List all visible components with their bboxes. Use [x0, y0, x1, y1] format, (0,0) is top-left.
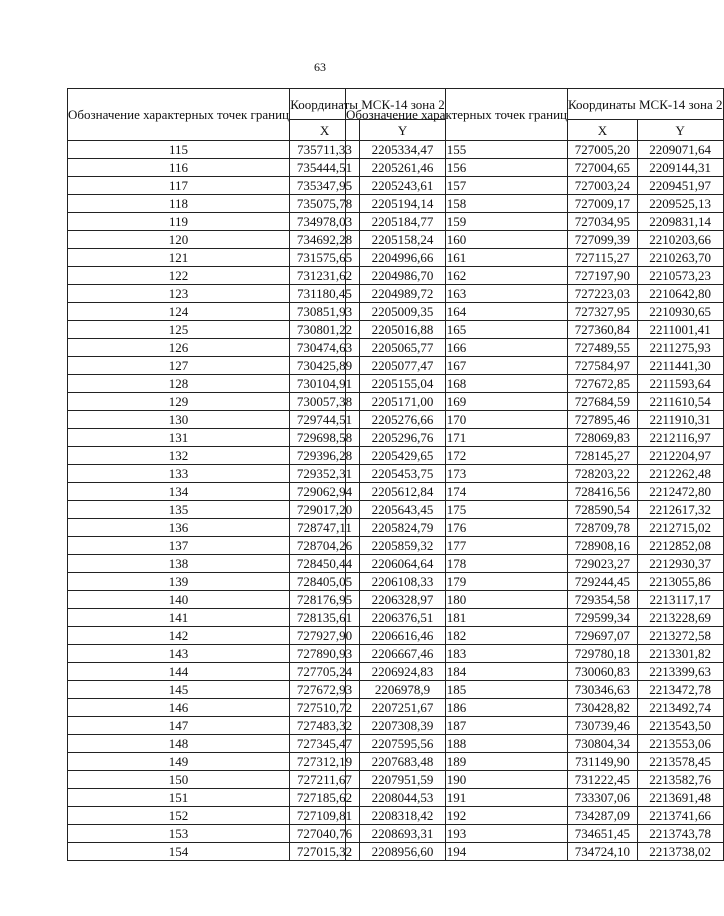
x-coordinate-cell: 727327,95: [568, 303, 638, 321]
point-id-cell: 134: [68, 483, 290, 501]
table-row: [346, 483, 724, 501]
y-coordinate-cell: 2206376,51: [360, 609, 446, 627]
x-coordinate-cell: 730346,63: [568, 681, 638, 699]
y-coordinate-cell: 2213399,63: [637, 663, 723, 681]
x-coordinate-cell: 734724,10: [568, 843, 638, 861]
x-coordinate-cell: 727927,90: [290, 627, 360, 645]
point-id-cell: 161: [346, 249, 568, 267]
x-coordinate-cell: 728135,61: [290, 609, 360, 627]
table-row: [346, 807, 724, 825]
x-coordinate-cell: 727483,32: [290, 717, 360, 735]
x-coordinate-cell: 735444,51: [290, 159, 360, 177]
x-coordinate-cell: 729352,31: [290, 465, 360, 483]
point-designation-header: Обозначение характерных точек границ: [346, 89, 568, 141]
point-id-cell: 147: [68, 717, 290, 735]
x-coordinate-cell: 734287,09: [568, 807, 638, 825]
x-coordinate-cell: 727197,90: [568, 267, 638, 285]
y-coordinate-cell: 2208956,60: [360, 843, 446, 861]
y-coordinate-cell: 2207251,67: [360, 699, 446, 717]
y-coordinate-cell: 2205261,46: [360, 159, 446, 177]
point-id-cell: 183: [346, 645, 568, 663]
x-coordinate-cell: 729244,45: [568, 573, 638, 591]
x-coordinate-cell: 727312,19: [290, 753, 360, 771]
table-row: [346, 285, 724, 303]
x-coordinate-cell: 728709,78: [568, 519, 638, 537]
y-coordinate-cell: 2210642,80: [637, 285, 723, 303]
y-coordinate-cell: 2212204,97: [637, 447, 723, 465]
point-id-cell: 162: [346, 267, 568, 285]
x-coordinate-cell: 728405,05: [290, 573, 360, 591]
point-id-cell: 151: [68, 789, 290, 807]
y-coordinate-cell: 2213743,78: [637, 825, 723, 843]
table-row: [346, 177, 724, 195]
y-coordinate-cell: 2212852,08: [637, 537, 723, 555]
x-coordinate-cell: 727684,59: [568, 393, 638, 411]
point-id-cell: 128: [68, 375, 290, 393]
x-coordinate-cell: 730801,22: [290, 321, 360, 339]
x-coordinate-cell: 735347,95: [290, 177, 360, 195]
table-row: [346, 159, 724, 177]
x-coordinate-cell: 730804,34: [568, 735, 638, 753]
y-coordinate-cell: 2213543,50: [637, 717, 723, 735]
point-id-cell: 181: [346, 609, 568, 627]
table-row: [346, 735, 724, 753]
table-row: [346, 375, 724, 393]
x-coordinate-cell: 728176,95: [290, 591, 360, 609]
point-id-cell: 126: [68, 339, 290, 357]
point-id-cell: 191: [346, 789, 568, 807]
point-id-cell: 144: [68, 663, 290, 681]
y-coordinate-cell: 2206924,83: [360, 663, 446, 681]
y-coordinate-cell: 2204996,66: [360, 249, 446, 267]
y-coordinate-cell: 2210573,23: [637, 267, 723, 285]
y-coordinate-cell: 2213582,76: [637, 771, 723, 789]
x-coordinate-cell: 727895,46: [568, 411, 638, 429]
point-id-cell: 192: [346, 807, 568, 825]
table-row: [346, 699, 724, 717]
y-coordinate-cell: 2213055,86: [637, 573, 723, 591]
point-id-cell: 141: [68, 609, 290, 627]
y-coordinate-cell: 2211001,41: [637, 321, 723, 339]
x-coordinate-cell: 731180,45: [290, 285, 360, 303]
point-id-cell: 171: [346, 429, 568, 447]
y-column-header: Y: [637, 120, 723, 141]
y-coordinate-cell: 2212617,32: [637, 501, 723, 519]
y-coordinate-cell: 2209525,13: [637, 195, 723, 213]
point-id-cell: 131: [68, 429, 290, 447]
point-id-cell: 142: [68, 627, 290, 645]
y-coordinate-cell: 2207308,39: [360, 717, 446, 735]
y-coordinate-cell: 2205016,88: [360, 321, 446, 339]
point-id-cell: 178: [346, 555, 568, 573]
y-coordinate-cell: 2204989,72: [360, 285, 446, 303]
coordinates-system-header: Координаты МСК-14 зона 2: [290, 89, 446, 120]
y-coordinate-cell: 2205065,77: [360, 339, 446, 357]
x-coordinate-cell: 727211,67: [290, 771, 360, 789]
table-row: [346, 447, 724, 465]
x-coordinate-cell: 727584,97: [568, 357, 638, 375]
table-row: [346, 627, 724, 645]
x-coordinate-cell: 727223,03: [568, 285, 638, 303]
point-id-cell: 187: [346, 717, 568, 735]
y-coordinate-cell: 2205194,14: [360, 195, 446, 213]
point-id-cell: 149: [68, 753, 290, 771]
x-coordinate-cell: 728704,26: [290, 537, 360, 555]
y-coordinate-cell: 2205171,00: [360, 393, 446, 411]
x-coordinate-cell: 727004,65: [568, 159, 638, 177]
point-id-cell: 185: [346, 681, 568, 699]
y-coordinate-cell: 2210930,65: [637, 303, 723, 321]
y-coordinate-cell: 2212116,97: [637, 429, 723, 447]
y-coordinate-cell: 2205453,75: [360, 465, 446, 483]
point-id-cell: 156: [346, 159, 568, 177]
x-coordinate-cell: 727672,85: [568, 375, 638, 393]
point-id-cell: 164: [346, 303, 568, 321]
point-id-cell: 158: [346, 195, 568, 213]
x-coordinate-cell: 729017,20: [290, 501, 360, 519]
point-id-cell: 123: [68, 285, 290, 303]
point-id-cell: 189: [346, 753, 568, 771]
y-coordinate-cell: 2205334,47: [360, 141, 446, 159]
point-id-cell: 154: [68, 843, 290, 861]
x-coordinate-cell: 729697,07: [568, 627, 638, 645]
y-coordinate-cell: 2209451,97: [637, 177, 723, 195]
table-row: [346, 357, 724, 375]
table-row: [346, 555, 724, 573]
table-row: [346, 393, 724, 411]
x-coordinate-cell: 727005,20: [568, 141, 638, 159]
table-row: [346, 645, 724, 663]
x-coordinate-cell: 729780,18: [568, 645, 638, 663]
x-coordinate-cell: 733307,06: [568, 789, 638, 807]
table-row: [346, 843, 724, 861]
table-row: [346, 825, 724, 843]
x-coordinate-cell: 729062,94: [290, 483, 360, 501]
y-coordinate-cell: 2213117,17: [637, 591, 723, 609]
table-row: [346, 519, 724, 537]
x-coordinate-cell: 734651,45: [568, 825, 638, 843]
x-coordinate-cell: 728590,54: [568, 501, 638, 519]
x-coordinate-cell: 731575,65: [290, 249, 360, 267]
table-row: [346, 591, 724, 609]
point-id-cell: 165: [346, 321, 568, 339]
y-coordinate-cell: 2212715,02: [637, 519, 723, 537]
y-coordinate-cell: 2205643,45: [360, 501, 446, 519]
y-coordinate-cell: 2213738,02: [637, 843, 723, 861]
y-coordinate-cell: 2213691,48: [637, 789, 723, 807]
y-coordinate-cell: 2207595,56: [360, 735, 446, 753]
y-coordinate-cell: 2213578,45: [637, 753, 723, 771]
x-coordinate-cell: 727672,93: [290, 681, 360, 699]
point-id-cell: 115: [68, 141, 290, 159]
x-coordinate-cell: 728203,22: [568, 465, 638, 483]
point-id-cell: 145: [68, 681, 290, 699]
point-id-cell: 188: [346, 735, 568, 753]
point-id-cell: 124: [68, 303, 290, 321]
point-id-cell: 118: [68, 195, 290, 213]
point-id-cell: 137: [68, 537, 290, 555]
point-id-cell: 127: [68, 357, 290, 375]
table-row: [346, 663, 724, 681]
y-coordinate-cell: 2210263,70: [637, 249, 723, 267]
point-id-cell: 177: [346, 537, 568, 555]
x-coordinate-cell: 727890,93: [290, 645, 360, 663]
y-coordinate-cell: 2209071,64: [637, 141, 723, 159]
x-coordinate-cell: 727705,24: [290, 663, 360, 681]
y-coordinate-cell: 2211275,93: [637, 339, 723, 357]
x-coordinate-cell: 734978,03: [290, 213, 360, 231]
x-coordinate-cell: 730851,93: [290, 303, 360, 321]
y-coordinate-cell: 2204986,70: [360, 267, 446, 285]
point-id-cell: 117: [68, 177, 290, 195]
x-coordinate-cell: 730425,89: [290, 357, 360, 375]
y-coordinate-cell: 2205859,32: [360, 537, 446, 555]
point-id-cell: 152: [68, 807, 290, 825]
y-coordinate-cell: 2213228,69: [637, 609, 723, 627]
point-id-cell: 155: [346, 141, 568, 159]
point-id-cell: 140: [68, 591, 290, 609]
x-coordinate-cell: 734692,28: [290, 231, 360, 249]
x-coordinate-cell: 727115,27: [568, 249, 638, 267]
table-row: [346, 411, 724, 429]
point-id-cell: 184: [346, 663, 568, 681]
y-coordinate-cell: 2211610,54: [637, 393, 723, 411]
x-coordinate-cell: 730474,63: [290, 339, 360, 357]
x-coordinate-cell: 727510,72: [290, 699, 360, 717]
point-id-cell: 179: [346, 573, 568, 591]
y-coordinate-cell: 2205243,61: [360, 177, 446, 195]
point-id-cell: 135: [68, 501, 290, 519]
y-coordinate-cell: 2206667,46: [360, 645, 446, 663]
y-coordinate-cell: 2212472,80: [637, 483, 723, 501]
point-id-cell: 174: [346, 483, 568, 501]
table-row: [346, 339, 724, 357]
x-column-header: X: [290, 120, 360, 141]
table-row: [346, 141, 724, 159]
point-id-cell: 129: [68, 393, 290, 411]
x-coordinate-cell: 727489,55: [568, 339, 638, 357]
x-coordinate-cell: 730104,91: [290, 375, 360, 393]
y-coordinate-cell: 2205276,66: [360, 411, 446, 429]
x-coordinate-cell: 727009,17: [568, 195, 638, 213]
table-row: [346, 267, 724, 285]
point-id-cell: 182: [346, 627, 568, 645]
x-coordinate-cell: 731231,62: [290, 267, 360, 285]
point-id-cell: 172: [346, 447, 568, 465]
y-coordinate-cell: 2205009,35: [360, 303, 446, 321]
x-coordinate-cell: 730428,82: [568, 699, 638, 717]
point-id-cell: 120: [68, 231, 290, 249]
table-row: [346, 303, 724, 321]
point-id-cell: 139: [68, 573, 290, 591]
point-id-cell: 160: [346, 231, 568, 249]
point-id-cell: 121: [68, 249, 290, 267]
y-coordinate-cell: 2208693,31: [360, 825, 446, 843]
point-id-cell: 169: [346, 393, 568, 411]
x-coordinate-cell: 731222,45: [568, 771, 638, 789]
table-row: [346, 429, 724, 447]
y-coordinate-cell: 2205429,65: [360, 447, 446, 465]
y-coordinate-cell: 2213492,74: [637, 699, 723, 717]
point-id-cell: 194: [346, 843, 568, 861]
x-coordinate-cell: 728747,11: [290, 519, 360, 537]
x-coordinate-cell: 727109,81: [290, 807, 360, 825]
point-id-cell: 166: [346, 339, 568, 357]
table-row: [346, 465, 724, 483]
table-row: [346, 609, 724, 627]
x-coordinate-cell: 728450,44: [290, 555, 360, 573]
x-coordinate-cell: 729396,28: [290, 447, 360, 465]
point-id-cell: 175: [346, 501, 568, 519]
y-coordinate-cell: 2213741,66: [637, 807, 723, 825]
y-coordinate-cell: 2206616,46: [360, 627, 446, 645]
table-row: [346, 753, 724, 771]
x-coordinate-cell: 730060,83: [568, 663, 638, 681]
table-row: [346, 249, 724, 267]
point-id-cell: 132: [68, 447, 290, 465]
point-id-cell: 180: [346, 591, 568, 609]
x-coordinate-cell: 728908,16: [568, 537, 638, 555]
point-id-cell: 133: [68, 465, 290, 483]
point-id-cell: 148: [68, 735, 290, 753]
y-coordinate-cell: 2211593,64: [637, 375, 723, 393]
point-id-cell: 143: [68, 645, 290, 663]
y-column-header: Y: [360, 120, 446, 141]
x-coordinate-cell: 729698,58: [290, 429, 360, 447]
table-row: [346, 213, 724, 231]
point-id-cell: 193: [346, 825, 568, 843]
y-coordinate-cell: 2213272,58: [637, 627, 723, 645]
y-coordinate-cell: 2208044,53: [360, 789, 446, 807]
x-coordinate-cell: 735711,33: [290, 141, 360, 159]
y-coordinate-cell: 2205824,79: [360, 519, 446, 537]
table-row: [346, 573, 724, 591]
point-id-cell: 176: [346, 519, 568, 537]
y-coordinate-cell: 2207683,48: [360, 753, 446, 771]
y-coordinate-cell: 2211441,30: [637, 357, 723, 375]
point-id-cell: 159: [346, 213, 568, 231]
point-id-cell: 130: [68, 411, 290, 429]
point-designation-header: Обозначение характерных точек границ: [68, 89, 290, 141]
table-row: [346, 789, 724, 807]
point-id-cell: 150: [68, 771, 290, 789]
point-id-cell: 190: [346, 771, 568, 789]
x-coordinate-cell: 727015,32: [290, 843, 360, 861]
y-coordinate-cell: 2212262,48: [637, 465, 723, 483]
y-coordinate-cell: 2206108,33: [360, 573, 446, 591]
y-coordinate-cell: 2213472,78: [637, 681, 723, 699]
page-number: 63: [314, 60, 326, 74]
y-coordinate-cell: 2209144,31: [637, 159, 723, 177]
point-id-cell: 163: [346, 285, 568, 303]
table-row: [346, 195, 724, 213]
coordinates-table-right: [345, 88, 724, 861]
x-coordinate-cell: 729599,34: [568, 609, 638, 627]
x-coordinate-cell: 731149,90: [568, 753, 638, 771]
table-row: [346, 681, 724, 699]
point-id-cell: 122: [68, 267, 290, 285]
point-id-cell: 119: [68, 213, 290, 231]
y-coordinate-cell: 2205184,77: [360, 213, 446, 231]
y-coordinate-cell: 2205158,24: [360, 231, 446, 249]
y-coordinate-cell: 2205296,76: [360, 429, 446, 447]
y-coordinate-cell: 2213553,06: [637, 735, 723, 753]
y-coordinate-cell: 2205155,04: [360, 375, 446, 393]
y-coordinate-cell: 2211910,31: [637, 411, 723, 429]
x-coordinate-cell: 728416,56: [568, 483, 638, 501]
table-row: [346, 321, 724, 339]
y-coordinate-cell: 2212930,37: [637, 555, 723, 573]
table-row: [346, 537, 724, 555]
x-column-header: X: [568, 120, 638, 141]
point-id-cell: 167: [346, 357, 568, 375]
y-coordinate-cell: 2206064,64: [360, 555, 446, 573]
point-id-cell: 157: [346, 177, 568, 195]
x-coordinate-cell: 729354,58: [568, 591, 638, 609]
table-row: [346, 717, 724, 735]
point-id-cell: 173: [346, 465, 568, 483]
x-coordinate-cell: 727040,76: [290, 825, 360, 843]
x-coordinate-cell: 728145,27: [568, 447, 638, 465]
x-coordinate-cell: 727345,47: [290, 735, 360, 753]
x-coordinate-cell: 727003,24: [568, 177, 638, 195]
point-id-cell: 186: [346, 699, 568, 717]
y-coordinate-cell: 2205612,84: [360, 483, 446, 501]
x-coordinate-cell: 729023,27: [568, 555, 638, 573]
y-coordinate-cell: 2206328,97: [360, 591, 446, 609]
x-coordinate-cell: 728069,83: [568, 429, 638, 447]
point-id-cell: 138: [68, 555, 290, 573]
y-coordinate-cell: 2206978,9: [360, 681, 446, 699]
coordinates-system-header: Координаты МСК-14 зона 2: [568, 89, 724, 120]
x-coordinate-cell: 727034,95: [568, 213, 638, 231]
point-id-cell: 146: [68, 699, 290, 717]
y-coordinate-cell: 2209831,14: [637, 213, 723, 231]
x-coordinate-cell: 730057,38: [290, 393, 360, 411]
y-coordinate-cell: 2210203,66: [637, 231, 723, 249]
table-row: [346, 231, 724, 249]
point-id-cell: 116: [68, 159, 290, 177]
x-coordinate-cell: 730739,46: [568, 717, 638, 735]
y-coordinate-cell: 2205077,47: [360, 357, 446, 375]
x-coordinate-cell: 727360,84: [568, 321, 638, 339]
y-coordinate-cell: 2213301,82: [637, 645, 723, 663]
x-coordinate-cell: 735075,78: [290, 195, 360, 213]
table-row: [346, 771, 724, 789]
point-id-cell: 136: [68, 519, 290, 537]
x-coordinate-cell: 727185,62: [290, 789, 360, 807]
table-row: [346, 501, 724, 519]
y-coordinate-cell: 2208318,42: [360, 807, 446, 825]
y-coordinate-cell: 2207951,59: [360, 771, 446, 789]
point-id-cell: 168: [346, 375, 568, 393]
table-body-right: [346, 141, 724, 861]
x-coordinate-cell: 729744,51: [290, 411, 360, 429]
point-id-cell: 153: [68, 825, 290, 843]
point-id-cell: 170: [346, 411, 568, 429]
point-id-cell: 125: [68, 321, 290, 339]
x-coordinate-cell: 727099,39: [568, 231, 638, 249]
